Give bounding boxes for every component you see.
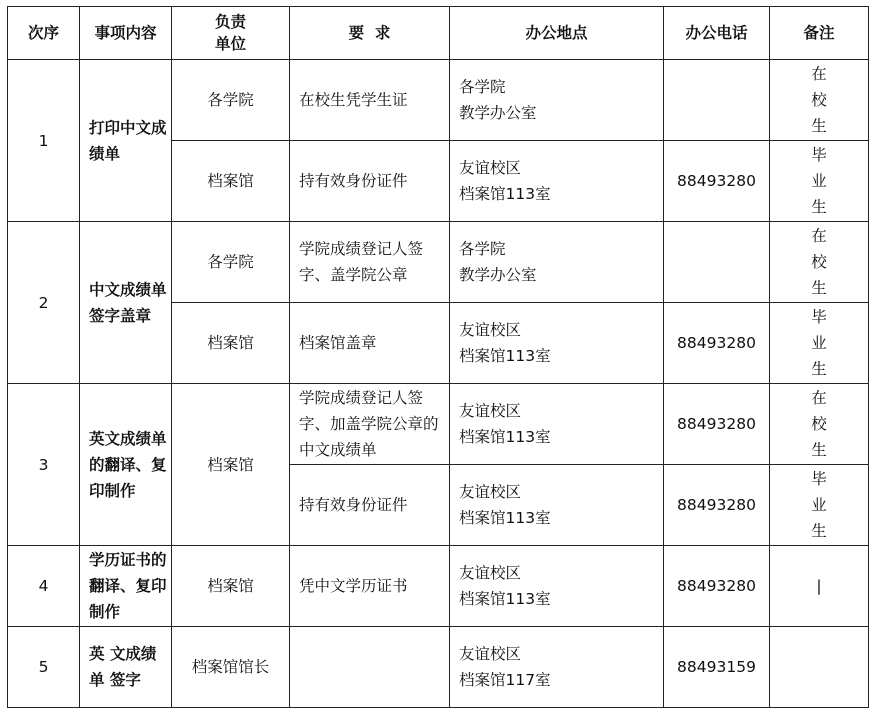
note-cell xyxy=(770,222,869,303)
note-cell xyxy=(770,384,869,465)
req-cell: 凭中文学历证书 xyxy=(290,546,450,627)
item-cell: 中文成绩单签字盖章 xyxy=(80,222,172,384)
header-dept xyxy=(172,7,290,60)
req-cell: 在校生凭学生证 xyxy=(290,60,450,141)
header-phone: 办公电话 xyxy=(664,7,770,60)
table-row xyxy=(8,384,869,465)
phone-cell: 88493280 xyxy=(664,141,770,222)
note-cell xyxy=(770,627,869,708)
seq-cell: 4 xyxy=(8,546,80,627)
seq-cell: 2 xyxy=(8,222,80,384)
header-req: 要 求 xyxy=(290,7,450,60)
header-loc: 办公地点 xyxy=(450,7,664,60)
dept-cell: 档案馆 xyxy=(172,384,290,546)
note-cell xyxy=(770,60,869,141)
loc-line1: 友谊校区 xyxy=(459,321,522,339)
loc-cell xyxy=(450,303,664,384)
item-cell: 英 文成绩单 签字 xyxy=(80,627,172,708)
dept-cell: 档案馆 xyxy=(172,546,290,627)
note-cell xyxy=(770,141,869,222)
note-char: 生 xyxy=(811,279,827,297)
dept-cell: 档案馆馆长 xyxy=(172,627,290,708)
table-row xyxy=(8,222,869,303)
note-cell xyxy=(770,465,869,546)
seq-cell: 1 xyxy=(8,60,80,222)
header-dept-line2: 单位 xyxy=(214,35,246,53)
service-table xyxy=(7,6,869,708)
note-char: 业 xyxy=(811,172,827,190)
loc-line1: 友谊校区 xyxy=(459,645,522,663)
loc-cell xyxy=(450,60,664,141)
loc-line1: 友谊校区 xyxy=(459,402,522,420)
note-char: 校 xyxy=(811,253,827,271)
note-cell: | xyxy=(770,546,869,627)
req-cell xyxy=(290,627,450,708)
table-row xyxy=(8,60,869,141)
loc-line2: 档案馆113室 xyxy=(459,590,551,608)
loc-cell xyxy=(450,222,664,303)
loc-cell xyxy=(450,141,664,222)
loc-line1: 各学院 xyxy=(459,240,506,258)
note-char: 在 xyxy=(811,389,827,407)
item-cell: 英文成绩单的翻译、复印制作 xyxy=(80,384,172,546)
dept-cell: 档案馆 xyxy=(172,141,290,222)
note-char: 生 xyxy=(811,441,827,459)
phone-cell: 88493280 xyxy=(664,303,770,384)
note-char: 业 xyxy=(811,334,827,352)
table-row xyxy=(8,546,869,627)
loc-cell xyxy=(450,465,664,546)
phone-cell: 88493280 xyxy=(664,465,770,546)
phone-cell: 88493280 xyxy=(664,384,770,465)
loc-line1: 各学院 xyxy=(459,78,506,96)
note-char: 毕 xyxy=(811,470,827,488)
seq-cell: 3 xyxy=(8,384,80,546)
loc-line2: 档案馆113室 xyxy=(459,428,551,446)
note-char: 校 xyxy=(811,91,827,109)
header-item: 事项内容 xyxy=(80,7,172,60)
loc-line1: 友谊校区 xyxy=(459,564,522,582)
req-cell: 持有效身份证件 xyxy=(290,141,450,222)
loc-line2: 教学办公室 xyxy=(459,104,537,122)
phone-cell xyxy=(664,60,770,141)
header-note: 备注 xyxy=(770,7,869,60)
loc-line2: 档案馆117室 xyxy=(459,671,551,689)
note-char: 生 xyxy=(811,522,827,540)
loc-cell xyxy=(450,384,664,465)
note-char: 毕 xyxy=(811,308,827,326)
phone-cell: 88493280 xyxy=(664,546,770,627)
note-char: 在 xyxy=(811,65,827,83)
loc-cell xyxy=(450,627,664,708)
note-char: 生 xyxy=(811,198,827,216)
note-char: 毕 xyxy=(811,146,827,164)
dept-cell: 各学院 xyxy=(172,60,290,141)
note-cell xyxy=(770,303,869,384)
header-dept-line1: 负责 xyxy=(214,13,246,31)
req-cell: 学院成绩登记人签字、盖学院公章 xyxy=(290,222,450,303)
loc-cell xyxy=(450,546,664,627)
seq-cell: 5 xyxy=(8,627,80,708)
note-char: 业 xyxy=(811,496,827,514)
loc-line2: 档案馆113室 xyxy=(459,185,551,203)
loc-line2: 档案馆113室 xyxy=(459,347,551,365)
note-char: 生 xyxy=(811,360,827,378)
dept-cell: 档案馆 xyxy=(172,303,290,384)
loc-line1: 友谊校区 xyxy=(459,483,522,501)
header-seq: 次序 xyxy=(8,7,80,60)
note-char: 生 xyxy=(811,117,827,135)
dept-cell: 各学院 xyxy=(172,222,290,303)
note-char: 在 xyxy=(811,227,827,245)
req-cell: 学院成绩登记人签字、加盖学院公章的中文成绩单 xyxy=(290,384,450,465)
phone-cell xyxy=(664,222,770,303)
header-row xyxy=(8,7,869,60)
loc-line2: 教学办公室 xyxy=(459,266,537,284)
note-char: 校 xyxy=(811,415,827,433)
item-cell: 打印中文成绩单 xyxy=(80,60,172,222)
loc-line1: 友谊校区 xyxy=(459,159,522,177)
table-row xyxy=(8,627,869,708)
req-cell: 持有效身份证件 xyxy=(290,465,450,546)
phone-cell: 88493159 xyxy=(664,627,770,708)
req-cell: 档案馆盖章 xyxy=(290,303,450,384)
loc-line2: 档案馆113室 xyxy=(459,509,551,527)
item-cell: 学历证书的翻译、复印制作 xyxy=(80,546,172,627)
